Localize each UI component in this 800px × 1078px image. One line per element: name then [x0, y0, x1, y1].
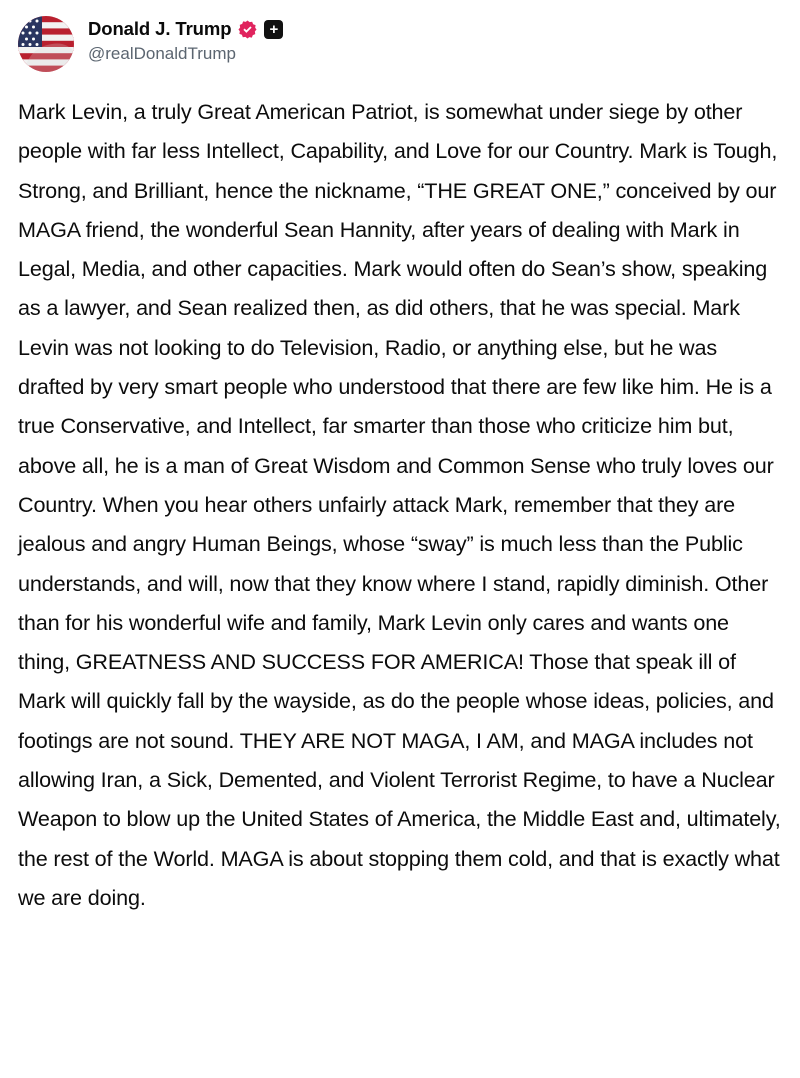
plus-badge-icon: +	[264, 20, 283, 39]
author-identity	[88, 16, 283, 64]
author-name-row	[88, 18, 283, 40]
author-handle[interactable]: @realDonaldTrump	[88, 44, 236, 64]
american-flag-avatar-icon	[18, 16, 74, 72]
author-display-name[interactable]: Donald J. Trump	[88, 18, 232, 39]
post-header	[18, 16, 782, 72]
verified-check-icon	[238, 20, 257, 39]
post-body-text: Mark Levin, a truly Great American Patriot, is somewhat under siege by other people with far less Intellect, Capability, and Love for our Country. Mark is Tough, Strong, and Brilliant, hence the nickname, “THE GREAT ONE,” conceived by our MAGA friend, the wonderful Sean Hannity, after years of dealing with Mark in Legal, Media, and other capacities. Mark would often do Sean’s show, speaking as a lawyer, and Sean realized then, as did others, that he was special. Mark Levin was not looking to do Television, Radio, or anything else, but he was drafted by very smart people who understood that there are few like him. He is a true Conservative, and Intellect, far smarter than those who criticize him but, above all, he is a man of Great Wisdom and Common Sense who truly loves our Country. When you hear others unfairly attack Mark, remember that they are jealous and angry Human Beings, whose “sway” is much less than the Public understands, and will, now that they know where I stand, rapidly diminish. Other than for his wonderful wife and family, Mark Levin only cares and wants one thing, GREATNESS AND SUCCESS FOR AMERICA! Those that speak ill of Mark will quickly fall by the wayside, as do the people whose ideas, policies, and footings are not sound. THEY ARE NOT MAGA, I AM, and MAGA includes not allowing Iran, a Sick, Demented, and Violent Terrorist Regime, to have a Nuclear Weapon to blow up the United States of America, the Middle East and, ultimately, the rest of the World. MAGA is about stopping them cold, and that is exactly what we are doing.	[18, 99, 787, 910]
avatar[interactable]	[18, 16, 74, 72]
